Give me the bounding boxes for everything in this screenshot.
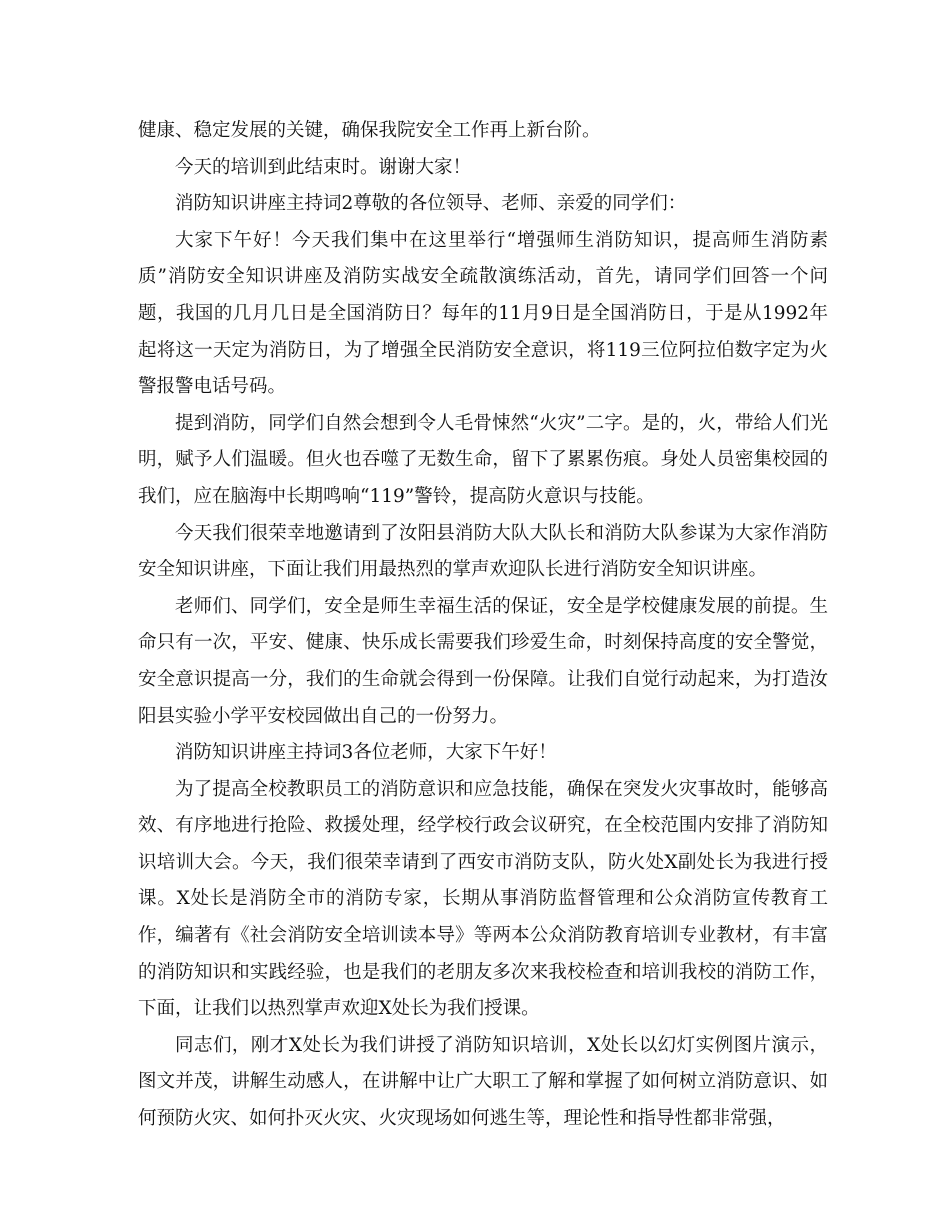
paragraph-training-intro: 为了提高全校教职员工的消防意识和应急技能，确保在突发火灾事故时，能够高效、有序地进行抢险、救援处理，经学校行政会议研究，在全校范围内安排了消防知识培训大会。今天，我们很荣幸请到了西安市消防支队，防火处X副处长为我进行授课。X处长是消防全市的消防专家，长期从事消防监督管理和公众消防宣传教育工作，编著有《社会消防安全培训读本导》等两本公众消防教育培训专业教材，有丰富的消防知识和实践经验，也是我们的老朋友多次来我校检查和培训我校的消防工作，下面，让我们以热烈掌声欢迎X处长为我们授课。 (138, 778, 828, 1020)
paragraph-invitation: 今天我们很荣幸地邀请到了汝阳县消防大队大队长和消防大队参谋为大家作消防安全知识讲座，下面让我们用最热烈的掌声欢迎队长进行消防安全知识讲座。 (138, 522, 828, 581)
paragraph-fire-day: 大家下午好！今天我们集中在这里举行“增强师生消防知识，提高师生消防素质”消防安全知识讲座及消防实战安全疏散演练活动，首先，请同学们回答一个问题，我国的几月几日是全国消防日？每年的11月9日是全国消防日，于是从1992年起将这一天定为消防日，为了增强全民消防安全意识，将119三位阿拉伯数字定为火警报警电话号码。 (138, 229, 828, 398)
paragraph-training-summary: 同志们，刚才X处长为我们讲授了消防知识培训，X处长以幻灯实例图片演示，图文并茂，讲解生动感人，在讲解中让广大职工了解和掌握了如何树立消防意识、如何预防火灾、如何扑灭火灾、火灾现场如何逃生等，理论性和指导性都非常强， (138, 1034, 828, 1130)
paragraph-speech-2-heading: 消防知识讲座主持词2尊敬的各位领导、老师、亲爱的同学们： (175, 193, 687, 215)
paragraph-continuation: 健康、稳定发展的关键，确保我院安全工作再上新台阶。 (138, 120, 601, 141)
document-body (138, 113, 828, 1138)
paragraph-safety-guarantee: 老师们、同学们，安全是师生幸福生活的保证，安全是学校健康发展的前提。生命只有一次，平安、健康、快乐成长需要我们珍爱生命，时刻保持高度的安全警觉，安全意识提高一分，我们的生命就会得到一份保障。让我们自觉行动起来，为打造汝阳县实验小学平安校园做出自己的一份努力。 (138, 595, 828, 727)
paragraph-speech-3-heading: 消防知识讲座主持词3各位老师，大家下午好！ (175, 742, 557, 764)
paragraph-closing: 今天的培训到此结束时。谢谢大家！ (175, 156, 472, 178)
paragraph-fire-danger: 提到消防，同学们自然会想到令人毛骨悚然“火灾”二字。是的，火，带给人们光明，赋予人们温暖。但火也吞噬了无数生命，留下了累累伤痕。身处人员密集校园的我们，应在脑海中长期鸣响“119”警铃，提高防火意识与技能。 (138, 412, 828, 507)
